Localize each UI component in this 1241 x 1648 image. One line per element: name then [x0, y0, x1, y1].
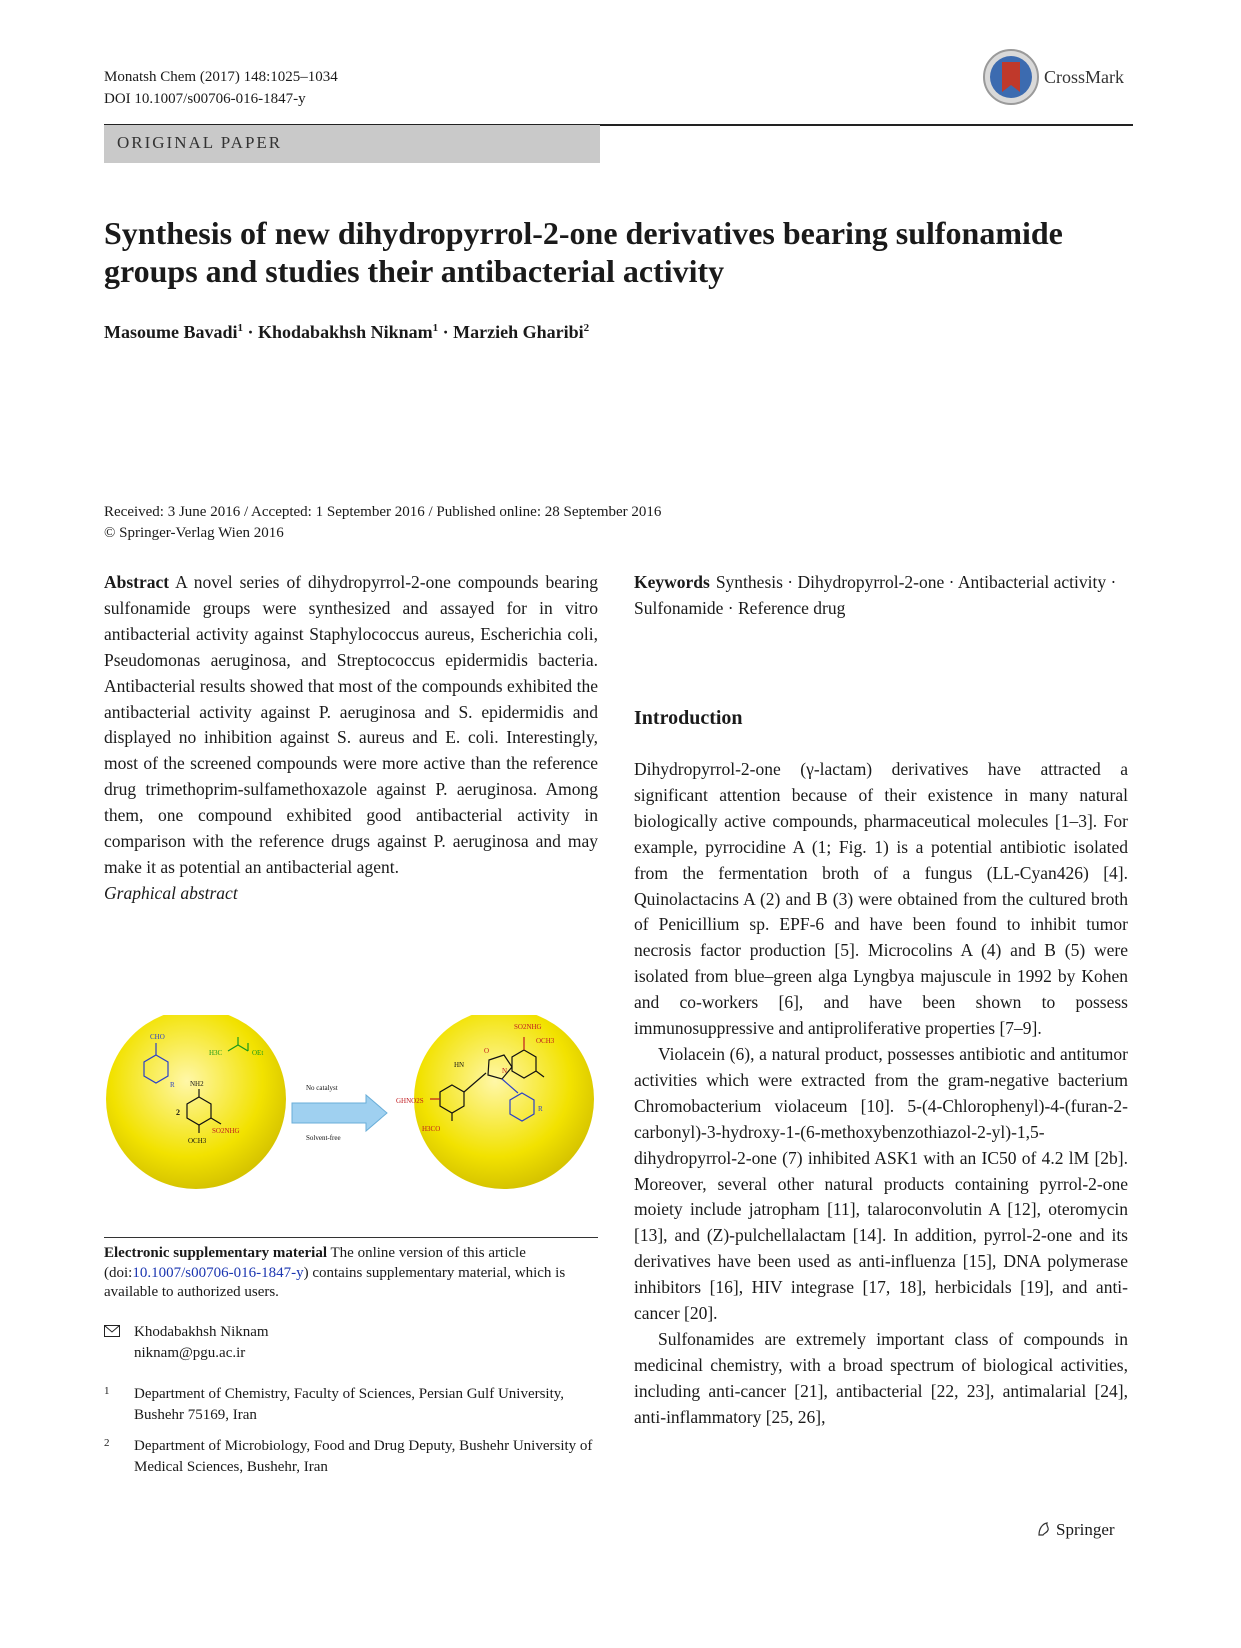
label-h3c: H3C [209, 1049, 223, 1057]
label-och3: OCH3 [188, 1137, 207, 1145]
author-list [104, 322, 589, 343]
keywords-text: Synthesis · Dihydropyrrol-2-one · Antibacterial activity · Sulfonamide · Reference drug [634, 572, 1117, 618]
abstract [104, 570, 598, 907]
esm-label: Electronic supplementary material [104, 1245, 328, 1261]
esm-text-after: ) contains supplementary material, which is available to authorized users. [104, 1264, 566, 1300]
springer-horse-icon [1036, 1521, 1052, 1537]
introduction-paragraph: Dihydropyrrol-2-one (γ-lactam) derivatives have attracted a significant attention because of their existence in many natural biologically active compounds, pharmaceutical molecules [1–3]. For example, pyrrocidine A (1; Fig. 1) is a potential antibiotic isolated from the fermentation broth of a fungus (LL-Cyan426) [4]. Quinolactacins A (2) and B (3) were obtained from the cultured broth of Penicillium sp. EPF-6 and have been found to inhibit tumor necrosis factor production [5]. Microcolins A (4) and B (5) were isolated from blue–green alga Lyngbya majuscule in 1992 by Kohen and co-workers [6], and have been shown to possess immunosuppressive and antiproliferative properties [7–9]. [634, 759, 1128, 1039]
label-r: R [170, 1081, 175, 1089]
article-type-band [104, 125, 600, 163]
keywords [634, 570, 1128, 622]
author-separator: · [438, 322, 454, 342]
corresponding-email[interactable]: niknam@pgu.ac.ir [134, 1345, 246, 1361]
introduction-paragraph: Violacein (6), a natural product, possesses antibiotic and antitumor activities which were extracted from the gram-negative bacterium Chromobacterium violaceum [10]. 5-(4-Chlorophenyl)-4-(furan-2-carbonyl)-3-hydroxy-1-(6-methoxybenzothiazol-2-yl)-1,5-dihydropyrrol-2-one (7) inhibited ASK1 with an IC50 of 4.2 lM [2b]. Moreover, several other natural products containing pyrrol-2-one moiety include jatropham [11], talaroconvolutin A [12], oteromycin [13], and (Z)-pulchellalactam [14]. In addition, pyrrol-2-one and its derivatives have been used as anti-influenza [15], DNA polymerase inhibitors [16], HIV integrase [17, 18], herbicidals [19], and anti-cancer [20]. [634, 1043, 1128, 1324]
author-name[interactable]: Marzieh Gharibi [453, 322, 584, 342]
graphical-abstract-label: Graphical abstract [104, 882, 238, 903]
introduction-heading: Introduction [634, 707, 743, 729]
graphical-abstract-figure [104, 1015, 598, 1230]
label-product-so2nhg: SO2NHG [514, 1023, 542, 1031]
label-product-n: N [502, 1067, 508, 1075]
label-product-h3co: H3CO [422, 1125, 441, 1133]
esm-doi-link[interactable]: 10.1007/s00706-016-1847-y [132, 1264, 304, 1281]
journal-citation [104, 66, 338, 110]
reaction-arrow [292, 1095, 387, 1131]
introduction-paragraph: Sulfonamides are extremely important class of compounds in medicinal chemistry, with a broad spectrum of biological activities, including anti-cancer [21], antibacterial [22, 23], antimalarial [24], anti-inflammatory [25, 26], [634, 1328, 1128, 1427]
corresponding-author [104, 1322, 269, 1364]
affiliation-number: 1 [104, 1385, 110, 1397]
label-product-hn: HN [454, 1061, 465, 1069]
label-product-ghnso2s: GHNO2S [396, 1097, 424, 1105]
history-dates: Received: 3 June 2016 / Accepted: 1 September 2016 / Published online: 28 September 2016 [104, 504, 662, 520]
label-so2nhg: SO2NHG [212, 1127, 240, 1135]
publisher-name: Springer [1056, 1520, 1115, 1539]
affiliation-text: Department of Microbiology, Food and Drug Deputy, Bushehr University of Medical Sciences, Bushehr, Iran [134, 1438, 593, 1475]
abstract-text: A novel series of dihydropyrrol-2-one compounds bearing sulfonamide groups were synthesized and assayed for in vitro antibacterial activity against Staphylococcus aureus, Escherichia coli, Pseudomonas aeruginosa, and Streptococcus epidermidis bacteria. Antibacterial results showed that most of the compounds exhibited the antibacterial activity against P. aeruginosa and S. epidermidis and displayed no inhibition against S. aureus and E. coli. Interestingly, most of the screened compounds were more active than the reference drug trimethoprim-sulfamethoxazole against P. aeruginosa. Among them, one compound exhibited good antibacterial activity in comparison with the reference drugs against P. aeruginosa and may make it as potential an antibacterial agent. [104, 572, 598, 877]
author-name[interactable]: Masoume Bavadi [104, 322, 238, 342]
envelope-icon [104, 1325, 120, 1337]
affiliation-number: 2 [104, 1437, 110, 1449]
label-product-o: O [484, 1047, 490, 1055]
affiliation [104, 1384, 598, 1426]
crossmark-label: CrossMark [1044, 67, 1124, 87]
article-title: Synthesis of new dihydropyrrol-2-one derivatives bearing sulfonamide groups and studies their antibacterial activity [104, 215, 1063, 289]
esm-text-before: The online version of this article (doi: [104, 1245, 526, 1281]
reactants-sphere [106, 1015, 286, 1189]
label-compound-2: 2 [176, 1108, 180, 1117]
corresponding-name: Khodabakhsh Niknam [134, 1324, 269, 1340]
crossmark-icon [982, 48, 1040, 106]
publisher-logo [1036, 1520, 1115, 1540]
author-affiliation-mark: 2 [583, 322, 590, 334]
arrow-condition-bottom: Solvent-free [306, 1134, 341, 1142]
label-product-r: R [538, 1105, 543, 1113]
author-affiliation-mark: 1 [237, 322, 244, 334]
introduction-body [634, 757, 1128, 1431]
copyright-line: © Springer-Verlag Wien 2016 [104, 525, 284, 541]
article-history [104, 502, 661, 544]
author-name[interactable]: Khodabakhsh Niknam [258, 322, 433, 342]
arrow-condition-top: No catalyst [306, 1084, 338, 1092]
label-product-och3: OCH3 [536, 1037, 555, 1045]
affiliation-text: Department of Chemistry, Faculty of Sciences, Persian Gulf University, Bushehr 75169, Iran [134, 1386, 565, 1423]
keywords-label: Keywords [634, 572, 710, 592]
label-cho: CHO [150, 1033, 165, 1041]
esm-rule [104, 1237, 598, 1238]
abstract-label: Abstract [104, 572, 170, 592]
affiliation [104, 1436, 598, 1478]
article-type-label: ORIGINAL PAPER [117, 133, 283, 152]
doi-line: DOI 10.1007/s00706-016-1847-y [104, 91, 306, 107]
author-separator: · [243, 322, 259, 342]
electronic-supplementary-material [104, 1244, 598, 1303]
journal-line: Monatsh Chem (2017) 148:1025–1034 [104, 69, 338, 85]
author-affiliation-mark: 1 [432, 322, 439, 334]
product-sphere [414, 1015, 594, 1189]
label-oet: OEt [252, 1049, 264, 1057]
crossmark-badge[interactable] [982, 48, 1132, 106]
label-nh2: NH2 [190, 1080, 204, 1088]
